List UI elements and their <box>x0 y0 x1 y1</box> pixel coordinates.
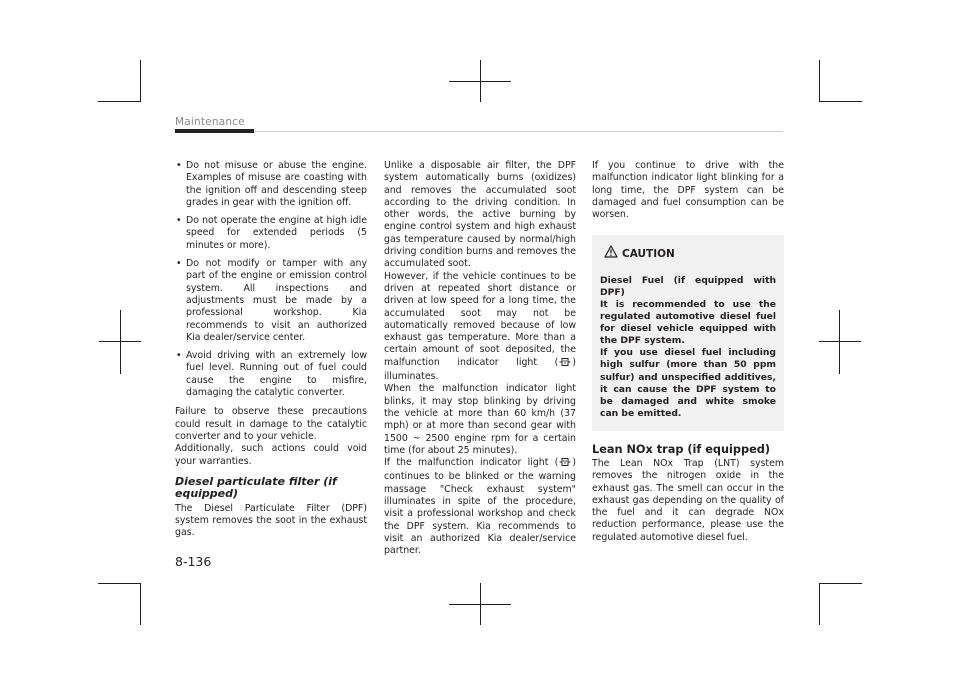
paragraph-text: However, if the vehicle continues to be driven at repeated short distance or driven at low speed for a long time, the accumulated soot may not be automatically removed because of low exhaust gas temperature. More than a certain amount of soot deposited, the malfunction indicator light ( <box>384 270 576 368</box>
paragraph-text: If the malfunction indicator light ( <box>384 457 559 469</box>
list-item: • Do not misuse or abuse the engine. Examples of misuse are coasting with the ignition off and descending steep grades in gear with the ignition off. <box>175 160 367 209</box>
crop-mark <box>140 60 141 102</box>
column-1 <box>175 160 367 540</box>
dpf-warning-icon <box>559 357 571 371</box>
paragraph: When the malfunction indicator light blinks, it may stop blinking by driving the vehicle at more than 60 km/h (37 mph) or at more than second gear with 1500 ~ 2500 engine rpm for a certain time (for about 25 minutes). <box>384 383 576 456</box>
list-item: • Avoid driving with an extremely low fuel level. Running out of fuel could cause the engine to misfire, damaging the catalytic converter. <box>175 350 367 399</box>
crop-mark <box>140 583 141 625</box>
dpf-heading: Diesel particulate filter (if equipped) <box>175 474 337 501</box>
crop-mark <box>98 101 141 102</box>
paragraph-text: ) continues to be blinked or the warning massage "Check exhaust system" illuminates in spite of the procedure, visit a professional workshop and check the DPF system. Kia recommends to visit an authorized Kia dealer/service partner. <box>384 457 576 557</box>
lnt-heading: Lean NOx trap (if equipped) <box>592 442 770 456</box>
list-item: • Do not modify or tamper with any part of the engine or emission control system. All inspections and adjustments must be made by a professional workshop. Kia recommends to visit an authorized Kia dealer/service center. <box>175 258 367 344</box>
registration-mark <box>120 310 121 374</box>
paragraph: The Lean NOx Trap (LNT) system removes the nitrogen oxide in the exhaust gas. The smell can occur in the exhaust gas depending on the quality of the fuel and it can degrade NOx reduction performance, please use the regulated automotive diesel fuel. <box>592 457 784 543</box>
page-number: 8-136 <box>175 554 212 569</box>
paragraph <box>384 271 576 384</box>
crop-mark <box>819 101 862 102</box>
header-bar <box>175 129 254 133</box>
paragraph <box>384 457 576 557</box>
registration-mark <box>449 604 511 605</box>
dpf-warning-icon <box>559 457 571 471</box>
section-label: Maintenance <box>175 116 245 128</box>
caution-box <box>592 235 784 430</box>
column-3 <box>592 160 784 544</box>
paragraph: Additionally, such actions could void your warranties. <box>175 443 367 467</box>
list-item: • Do not operate the engine at high idle speed for extended periods (5 minutes or more). <box>175 215 367 252</box>
caution-heading: Diesel Fuel (if equipped with DPF) <box>600 274 776 298</box>
paragraph: If you continue to drive with the malfunction indicator light blinking for a long time, the DPF system can be damaged and fuel consumption can be worsen. <box>592 160 784 221</box>
crop-mark <box>819 583 862 584</box>
crop-mark <box>819 60 820 102</box>
registration-mark <box>819 341 861 342</box>
warning-triangle-icon <box>604 245 618 262</box>
precaution-list <box>175 160 367 399</box>
caution-title: CAUTION <box>622 247 675 260</box>
crop-mark <box>819 583 820 625</box>
paragraph: Failure to observe these precautions could result in damage to the catalytic converter and to your vehicle. <box>175 406 367 442</box>
paragraph-text: ) illuminates. <box>384 356 576 383</box>
caution-text: It is recommended to use the regulated automotive diesel fuel for diesel vehicle equipped with the DPF system. <box>600 298 776 347</box>
caution-header <box>600 245 776 262</box>
caution-text: If you use diesel fuel including high sulfur (more than 50 ppm sulfur) and unspecified additives, it can cause the DPF system to be damaged and white smoke can be emitted. <box>600 347 776 419</box>
registration-mark <box>99 341 141 342</box>
paragraph: Unlike a disposable air filter, the DPF system automatically burns (oxidizes) and removes the accumulated soot according to the driving condition. In other words, the active burning by engine control system and high exhaust gas temperature caused by normal/high driving condition burns and removes the accumulated soot. <box>384 160 576 270</box>
paragraph: The Diesel Particulate Filter (DPF) system removes the soot in the exhaust gas. <box>175 502 367 539</box>
header-rule <box>254 131 783 132</box>
registration-mark <box>449 81 511 82</box>
crop-mark <box>98 583 141 584</box>
column-2 <box>384 160 576 558</box>
registration-mark <box>839 310 840 374</box>
